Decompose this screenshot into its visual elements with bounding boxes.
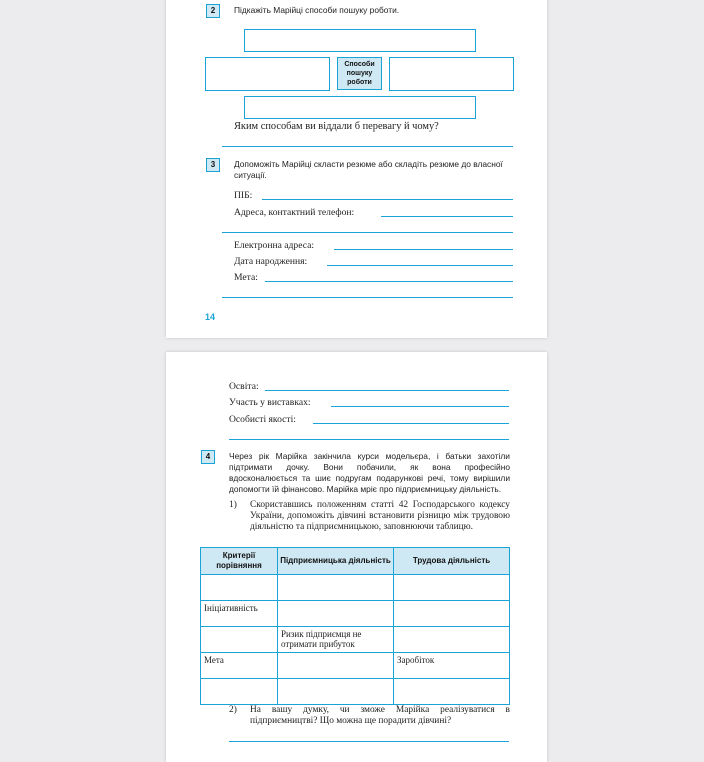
field-label-email: Електронна адреса: [234,240,315,251]
table-header-row [201,548,510,575]
answer-box-right[interactable] [389,57,514,91]
answer-box-bottom[interactable] [244,96,476,119]
table-cell[interactable] [394,575,510,601]
center-label-box [337,57,382,90]
task-4-number: 4 [201,450,215,464]
field-label-pib: ПІБ: [234,190,253,201]
table-cell: Ініціативність [201,601,278,627]
field-label-education: Освіта: [229,381,259,392]
table-row [201,575,510,601]
field-line-address[interactable] [381,216,513,217]
field-line-goal[interactable] [265,281,513,282]
table-header-entrepreneurial: Підприємницька діяльність [278,548,394,575]
field-line-pib[interactable] [262,199,513,200]
table-row [201,679,510,705]
field-line-birth[interactable] [327,265,513,266]
answer-box-top[interactable] [244,29,476,52]
table-header-criteria: Критерії порівняння [201,548,278,575]
table-cell[interactable] [278,653,394,679]
comparison-table [200,547,510,705]
answer-line[interactable] [229,741,509,742]
table-cell[interactable] [278,601,394,627]
field-label-goal: Мета: [234,272,258,283]
subtask-1-number: 1) [229,500,237,510]
table-cell: Ризик підприємця не отримати прибуток [278,627,394,653]
table-cell[interactable] [201,575,278,601]
subtask-1-text: Скориставшись положенням статті 42 Господарського кодексу України, допоможіть дівчині встановити різницю між трудовою діяльністю та підприємницькою, заповнюючи таблицю. [250,500,510,532]
answer-box-left[interactable] [205,57,330,91]
field-line-qualities[interactable] [313,423,509,424]
field-label-shows: Участь у виставках: [229,397,311,408]
table-cell[interactable] [394,679,510,705]
workbook-page-15 [166,352,547,762]
table-row [201,627,510,653]
center-label: Способи пошуку роботи [344,61,375,86]
table-row [201,653,510,679]
table-cell[interactable] [278,575,394,601]
field-label-address: Адреса, контактний телефон: [234,207,355,218]
table-cell[interactable] [278,679,394,705]
field-line-address-2[interactable] [222,232,513,233]
field-label-qualities: Особисті якості: [229,414,296,425]
table-header-labor: Трудова діяльність [394,548,510,575]
page-number: 14 [205,312,216,322]
table-cell[interactable] [394,627,510,653]
field-line-qualities-2[interactable] [229,439,509,440]
task-3-number: 3 [206,158,220,172]
task-4-intro: Через рік Марійка закінчила курси модельєра, і батьки захотіли підтримати дочку. Вони побачили, як вона професійно вдосконалюється та шиє подругам подарункові речі, тому вирішили допомогти їй фінансово. Марійка мріє про підприємницьку діяльність. [229,451,510,494]
table-cell: Заробіток [394,653,510,679]
table-cell[interactable] [201,679,278,705]
field-line-email[interactable] [334,249,513,250]
subtask-2-number: 2) [229,705,237,715]
table-cell[interactable] [394,601,510,627]
table-row [201,601,510,627]
task-3-instruction: Допоможіть Марійці скласти резюме або складіть резюме до власної ситуації. [234,159,503,180]
answer-line[interactable] [222,146,513,147]
field-line-education[interactable] [265,390,509,391]
workbook-page-14 [166,0,547,338]
task-2-instruction: Підкажіть Марійці способи пошуку роботи. [234,5,400,15]
field-label-birth: Дата народження: [234,256,308,267]
table-cell: Мета [201,653,278,679]
table-cell[interactable] [201,627,278,653]
subtask-2-text: На вашу думку, чи зможе Марійка реалізуватися в підприємництві? Що можна ще порадити дівчині? [250,705,510,726]
task-2-question: Яким способам ви віддали б перевагу й чому? [234,121,439,132]
field-line-shows[interactable] [331,406,509,407]
task-2-number: 2 [206,4,220,18]
field-line-goal-2[interactable] [222,297,513,298]
